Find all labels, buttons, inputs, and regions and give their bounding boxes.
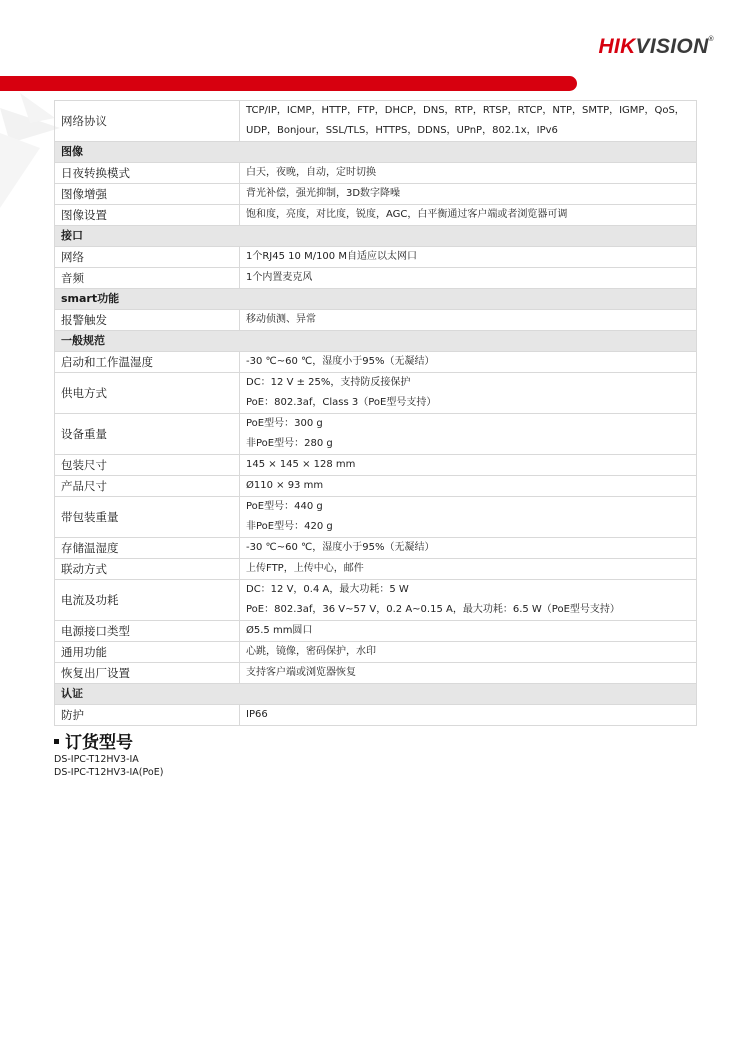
spec-key: 音频: [55, 268, 240, 289]
section-header-row: [55, 331, 697, 352]
section-title: 一般规范: [55, 331, 697, 352]
order-model: DS-IPC-T12HV3-IA(PoE): [54, 767, 164, 778]
spec-row: [55, 705, 697, 726]
spec-value-line: PoE：802.3af，Class 3（PoE型号支持）: [246, 397, 437, 408]
spec-value: [240, 642, 697, 663]
spec-value-line: Ø5.5 mm圆口: [246, 625, 313, 636]
spec-value-line: -30 ℃~60 ℃，湿度小于95%（无凝结）: [246, 356, 435, 367]
bullet-icon: [54, 739, 59, 744]
spec-value: [240, 621, 697, 642]
spec-row: [55, 538, 697, 559]
spec-row: [55, 663, 697, 684]
spec-row: [55, 476, 697, 497]
section-header-row: [55, 142, 697, 163]
spec-value: [240, 538, 697, 559]
spec-key: 设备重量: [55, 414, 240, 455]
spec-key: 电源接口类型: [55, 621, 240, 642]
spec-row: [55, 373, 697, 414]
spec-value-line: 上传FTP，上传中心，邮件: [246, 563, 364, 574]
spec-value-line: 白天，夜晚，自动，定时切换: [246, 167, 376, 178]
section-title: 认证: [55, 684, 697, 705]
spec-value-line: 非PoE型号：280 g: [246, 438, 333, 449]
spec-row: [55, 559, 697, 580]
spec-key: 包装尺寸: [55, 455, 240, 476]
spec-value: [240, 101, 697, 142]
spec-value-line: -30 ℃~60 ℃，湿度小于95%（无凝结）: [246, 542, 435, 553]
spec-row: [55, 352, 697, 373]
spec-value: [240, 476, 697, 497]
section-title: 接口: [55, 226, 697, 247]
spec-value-line: PoE：802.3af，36 V~57 V，0.2 A~0.15 A，最大功耗：6.5 W（PoE型号支持）: [246, 604, 620, 615]
spec-value: [240, 497, 697, 538]
spec-value-line: TCP/IP，ICMP，HTTP，FTP，DHCP，DNS，RTP，RTSP，RTCP，NTP，SMTP，IGMP，QoS，: [246, 105, 685, 116]
spec-row: [55, 414, 697, 455]
spec-key: 网络: [55, 247, 240, 268]
spec-value-line: 移动侦测、异常: [246, 314, 316, 325]
spec-value: [240, 310, 697, 331]
section-title: 图像: [55, 142, 697, 163]
order-model-list: [54, 753, 163, 779]
spec-value: [240, 559, 697, 580]
spec-value-line: Ø110 × 93 mm: [246, 480, 324, 491]
order-section-title: 订货型号: [54, 728, 133, 753]
spec-value: [240, 373, 697, 414]
spec-row: [55, 205, 697, 226]
spec-key: 联动方式: [55, 559, 240, 580]
spec-key: 供电方式: [55, 373, 240, 414]
spec-key: 图像增强: [55, 184, 240, 205]
spec-row: [55, 621, 697, 642]
spec-value-line: 背光补偿，强光抑制，3D数字降噪: [246, 188, 401, 199]
spec-value: [240, 580, 697, 621]
spec-key: 网络协议: [55, 101, 240, 142]
spec-value: [240, 352, 697, 373]
header-red-bar: [0, 76, 577, 91]
spec-row: [55, 580, 697, 621]
spec-value: [240, 205, 697, 226]
spec-row: [55, 497, 697, 538]
spec-key: 电流及功耗: [55, 580, 240, 621]
spec-value-line: 1个内置麦克风: [246, 272, 313, 283]
spec-value: [240, 247, 697, 268]
spec-value-line: 145 × 145 × 128 mm: [246, 459, 356, 470]
spec-row: [55, 455, 697, 476]
spec-row: [55, 268, 697, 289]
spec-key: 通用功能: [55, 642, 240, 663]
spec-key: 存储温湿度: [55, 538, 240, 559]
spec-key: 报警触发: [55, 310, 240, 331]
spec-value: [240, 705, 697, 726]
spec-value: [240, 184, 697, 205]
order-model: DS-IPC-T12HV3-IA: [54, 754, 139, 765]
spec-value-line: 1个RJ45 10 M/100 M自适应以太网口: [246, 251, 417, 262]
spec-row: [55, 101, 697, 142]
section-header-row: [55, 289, 697, 310]
spec-table: [54, 100, 697, 726]
section-title: smart功能: [55, 289, 697, 310]
spec-value-line: UDP，Bonjour，SSL/TLS，HTTPS，DDNS，UPnP，802.1x，IPv6: [246, 125, 558, 136]
spec-value: [240, 663, 697, 684]
spec-value-line: IP66: [246, 709, 268, 720]
spec-value: [240, 268, 697, 289]
spec-key: 日夜转换模式: [55, 163, 240, 184]
spec-key: 带包装重量: [55, 497, 240, 538]
hikvision-logo: HIKVISION®: [598, 35, 714, 58]
spec-value-line: PoE型号：300 g: [246, 418, 323, 429]
spec-value-line: 非PoE型号：420 g: [246, 521, 333, 532]
spec-value-line: 心跳，镜像，密码保护，水印: [246, 646, 376, 657]
spec-value-line: 支持客户端或浏览器恢复: [246, 667, 356, 678]
spec-value-line: DC：12 V ± 25%，支持防反接保护: [246, 377, 411, 388]
spec-key: 图像设置: [55, 205, 240, 226]
spec-value: [240, 414, 697, 455]
spec-row: [55, 163, 697, 184]
spec-row: [55, 642, 697, 663]
spec-key: 产品尺寸: [55, 476, 240, 497]
spec-value-line: DC：12 V，0.4 A，最大功耗：5 W: [246, 584, 409, 595]
spec-value-line: 饱和度，亮度，对比度，锐度，AGC，白平衡通过客户端或者浏览器可调: [246, 209, 568, 220]
spec-value: [240, 163, 697, 184]
spec-key: 防护: [55, 705, 240, 726]
section-header-row: [55, 226, 697, 247]
spec-value-line: PoE型号：440 g: [246, 501, 323, 512]
spec-row: [55, 247, 697, 268]
section-header-row: [55, 684, 697, 705]
spec-row: [55, 184, 697, 205]
spec-value: [240, 455, 697, 476]
spec-key: 启动和工作温湿度: [55, 352, 240, 373]
spec-row: [55, 310, 697, 331]
spec-key: 恢复出厂设置: [55, 663, 240, 684]
